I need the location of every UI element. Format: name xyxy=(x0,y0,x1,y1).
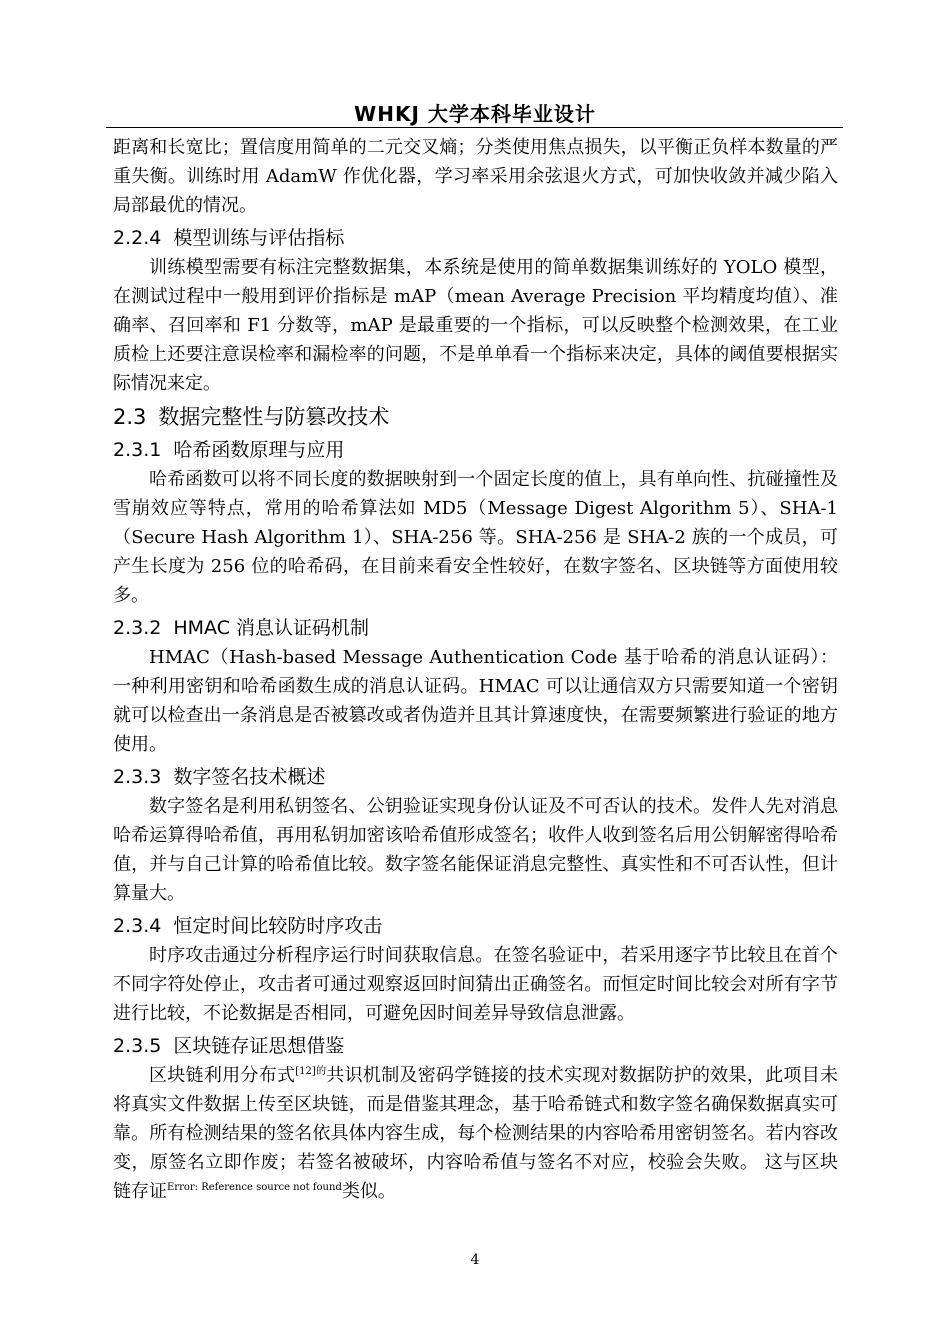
heading-title: 哈希函数原理与应用 xyxy=(173,439,345,461)
paragraph-2-3-1: 哈希函数可以将不同长度的数据映射到一个固定长度的值上，具有单向性、抗碰撞性及雪崩效应等特点，常用的哈希算法如 MD5（Message Digest Algorithm 5）、SHA-1（Secure Hash Algorithm 1）、SHA-256 等。SHA-256 是 SHA-2 族的一个成员，可产生长度为 256 位的哈希码，在目前来看安全性较好，在数字签名、区块链等方面使用较多。 xyxy=(113,469,838,606)
heading-number: 2.3.1 xyxy=(113,439,162,461)
heading-title: HMAC 消息认证码机制 xyxy=(173,617,370,639)
heading-2-3-2 xyxy=(113,614,838,642)
paragraph-2-3-5 xyxy=(113,1061,838,1206)
paragraph-2-3-3: 数字签名是利用私钥签名、公钥验证实现身份认证及不可否认的技术。发件人先对消息哈希运算得哈希值，再用私钥加密该哈希值形成签名；收件人收到签名后用公钥解密得哈希值，并与自己计算的哈希值比较。数字签名能保证消息完整性、真实性和不可否认性，但计算量大。 xyxy=(113,796,838,904)
heading-number: 2.2.4 xyxy=(113,227,162,249)
heading-2-3-4 xyxy=(113,912,838,940)
paragraph-2-2-4: 训练模型需要有标注完整数据集，本系统是使用的简单数据集训练好的 YOLO 模型，在测试过程中一般用到评价指标是 mAP（mean Average Precision 平均精度均值）、准确率、召回率和 F1 分数等，mAP 是最重要的一个指标，可以反映整个检测效果，在工业质检上还要注意误检率和漏检率的问题，不是单单看一个指标来决定，具体的阈值要根据实际情况来定。 xyxy=(113,257,838,394)
page-number: 4 xyxy=(470,1252,480,1268)
heading-title: 恒定时间比较防时序攻击 xyxy=(173,915,383,937)
intro-paragraph: 距离和长宽比；置信度用简单的二元交叉熵；分类使用焦点损失，以平衡正负样本数量的严重失衡。训练时用 AdamW 作优化器，学习率采用余弦退火方式，可加快收敛并减少陷入局部最优的情况。 xyxy=(113,137,838,216)
heading-number: 2.3.4 xyxy=(113,915,162,937)
paragraph-text: 区块链利用分布式 xyxy=(149,1065,296,1086)
heading-2-3-3 xyxy=(113,763,838,791)
heading-number: 2.3.3 xyxy=(113,766,162,788)
citation-error: Error: Reference source not found xyxy=(167,1182,342,1193)
heading-2-3-1 xyxy=(113,436,838,464)
heading-title: 数字签名技术概述 xyxy=(173,766,326,788)
heading-title: 模型训练与评估指标 xyxy=(173,227,345,249)
heading-number: 2.3.2 xyxy=(113,617,162,639)
paragraph-text: 类似。 xyxy=(341,1181,396,1202)
running-header: WHKJ 大学本科毕业设计 xyxy=(354,102,596,126)
heading-2-3-5 xyxy=(113,1032,838,1060)
heading-title: 数据完整性与防篡改技术 xyxy=(158,405,390,429)
paragraph-text: 共识机制及密码学链接的技术实现对数据防护的效果，此项目未将真实文件数据上传至区块链，而是借鉴其理念，基于哈希链式和数字签名确保数据真实可靠。所有检测结果的签名依具体内容生成，每个检测结果的内容哈希用密钥签名。若内容改变，原签名立即作废；若签名被破坏，内容哈希值与签名不对应，校验会失败。 这与区块链存证 xyxy=(113,1065,838,1202)
heading-number: 2.3 xyxy=(113,405,147,429)
header-rule xyxy=(106,127,843,128)
paragraph-2-3-4: 时序攻击通过分析程序运行时间获取信息。在签名验证中，若采用逐字节比较且在首个不同字符处停止，攻击者可通过观察返回时间猜出正确签名。而恒定时间比较会对所有字节进行比较，不论数据是否相同，可避免因时间差异导致信息泄露。 xyxy=(113,945,838,1024)
heading-2-2-4 xyxy=(113,224,838,252)
heading-2-3 xyxy=(113,402,838,432)
citation-reference[interactable]: [12]的 xyxy=(295,1066,327,1077)
heading-number: 2.3.5 xyxy=(113,1035,162,1057)
page-body xyxy=(113,133,838,1206)
heading-title: 区块链存证思想借鉴 xyxy=(173,1035,345,1057)
paragraph-2-3-2: HMAC（Hash-based Message Authentication Code 基于哈希的消息认证码）：一种利用密钥和哈希函数生成的消息认证码。HMAC 可以让通信双方只需要知道一个密钥就可以检查出一条消息是否被篡改或者伪造并且其计算速度快，在需要频繁进行验证的地方使用。 xyxy=(113,647,838,755)
